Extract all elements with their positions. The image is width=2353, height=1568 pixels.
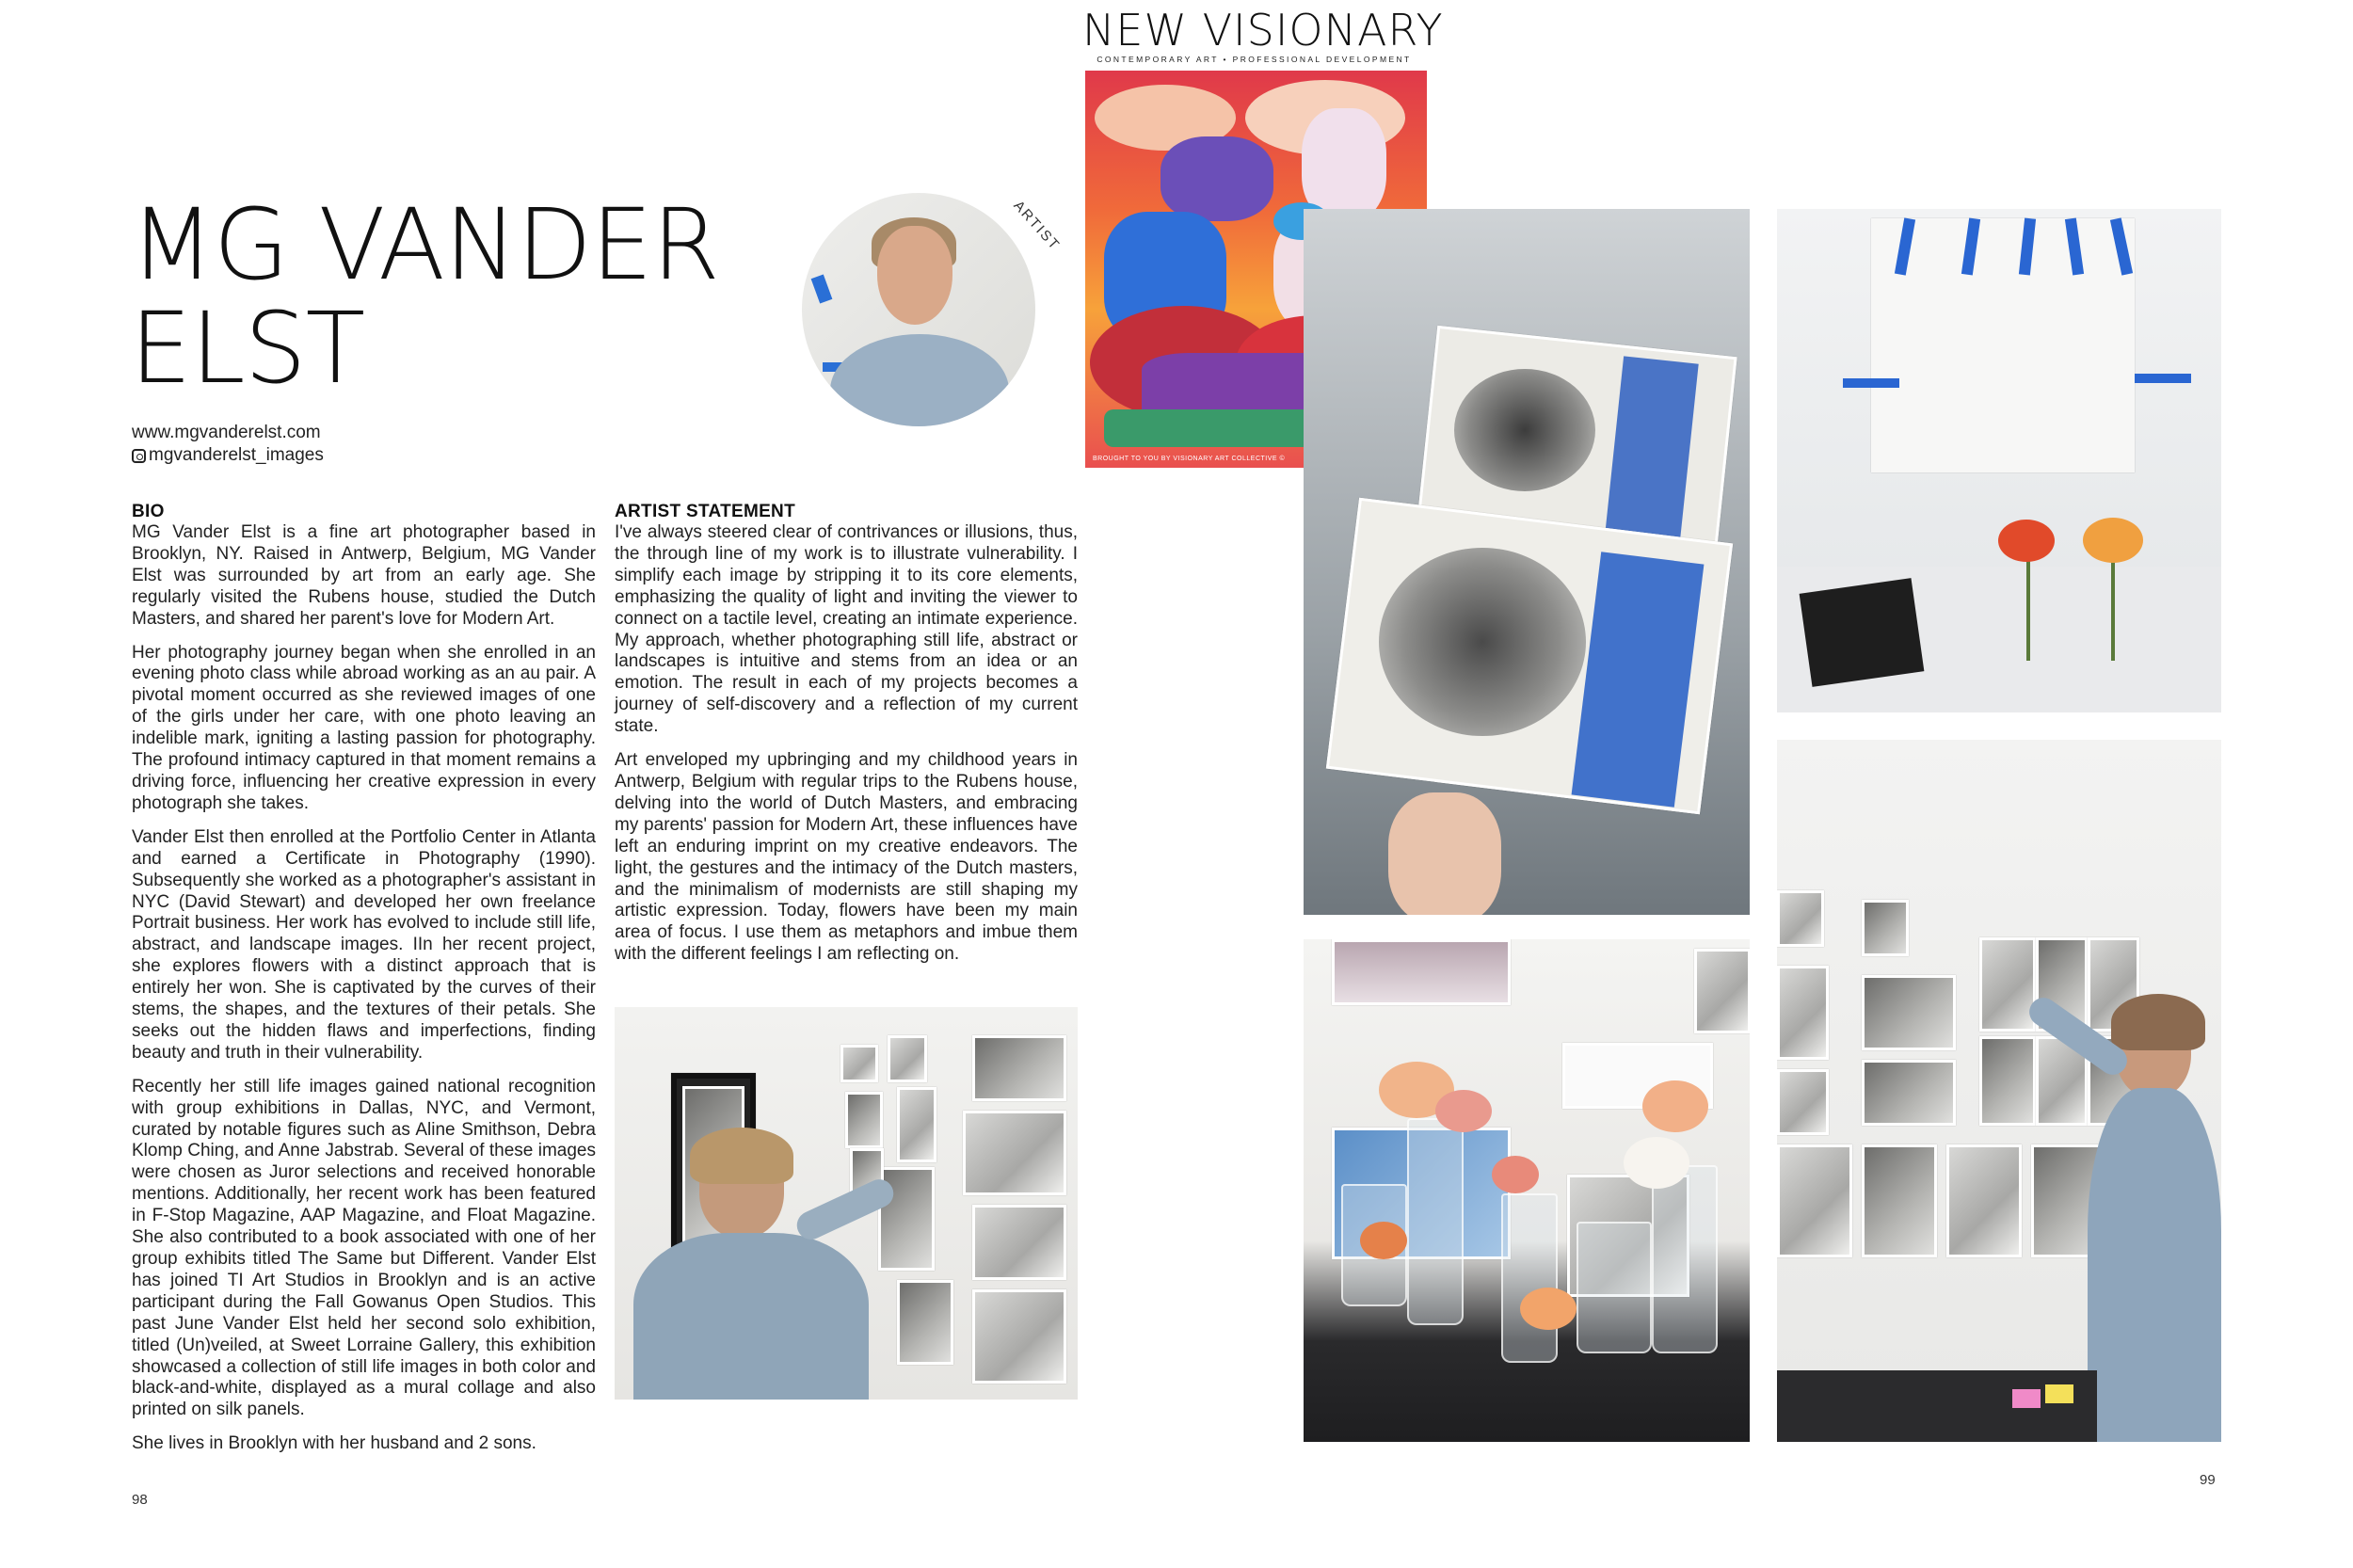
bio-paragraph: Vander Elst then enrolled at the Portfolio Center in Atlanta and earned a Certificate in Photography (1990). Subsequently she worked as a photographer's assistant in NYC (David Stewart) and developed her own freelance Portrait business. Her work has evolved to include still life, abstract, and landscape images. IIn her recent project, she explores flowers with a distinct approach that is entirely her won. She is captivated by the curves of their stems, the shapes, and the textures of their petals. She seeks out the hidden flaws and imperfections, finding beauty and truth in their vulnerability. <box>132 826 596 1063</box>
page-number-left: 98 <box>132 1492 148 1508</box>
flowers-in-vases-photo <box>1304 939 1750 1442</box>
instagram-link[interactable] <box>132 444 324 467</box>
studio-photo <box>615 1007 1078 1400</box>
magazine-masthead <box>1082 4 1444 64</box>
cover-credit: BROUGHT TO YOU BY VISIONARY ART COLLECTIVE © <box>1093 456 1286 462</box>
bio-paragraph: MG Vander Elst is a fine art photographer based in Brooklyn, NY. Raised in Antwerp, Belgium, MG Vander Elst was surrounded by art from an early age. She regularly visited the Rubens house, studied the Dutch Masters, and shared her parent's love for Modern Art. <box>132 522 596 629</box>
poppies-wall-photo <box>1777 209 2221 712</box>
statement-heading: ARTIST STATEMENT <box>615 502 795 521</box>
bio-paragraph: She lives in Brooklyn with her husband and 2 sons. <box>132 1433 536 1454</box>
flower-prints-photo <box>1304 209 1750 915</box>
instagram-icon <box>132 449 146 463</box>
bio-section <box>132 502 596 1467</box>
artist-name-line1: MG VANDER <box>130 187 719 302</box>
statement-paragraph: Art enveloped my upbringing and my childhood years in Antwerp, Belgium with regular trips to the Rubens house, delving into the world of Dutch Masters, and embracing my parents' passion for Modern Art, these influences have left an enduring imprint on my creative endeavors. The light, the gestures and the intimacy of the Dutch masters, and the minimalism of modernists are still shaping my artistic expression. Today, flowers have been my main area of focus. I use them as metaphors and imbue them with the different feelings I am reflecting on. <box>615 750 1078 965</box>
bio-heading: BIO <box>132 502 165 521</box>
bio-paragraph: Her photography journey began when she enrolled in an evening photo class while abroad working as an au pair. A pivotal moment occurred as she reviewed images of one of the girls under her care, with one photo leaving an indelible mark, igniting a lasting passion for photography. The profound intimacy captured in that moment remains a driving force, influencing her creative expression in every photograph she takes. <box>132 642 596 813</box>
magazine-title: NEW VISIONARY <box>1082 5 1444 56</box>
artist-name <box>130 187 742 406</box>
website-link[interactable]: www.mgvanderelst.com <box>132 423 321 442</box>
artist-portrait <box>802 193 1035 426</box>
instagram-handle: mgvanderelst_images <box>149 445 324 465</box>
magazine-tagline: CONTEMPORARY ART • PROFESSIONAL DEVELOPMENT <box>1096 55 1412 64</box>
artist-statement-section <box>615 502 1078 978</box>
page-number-right: 99 <box>2200 1472 2216 1488</box>
bio-paragraph: Recently her still life images gained national recognition with group exhibitions in Dallas, NYC, and Vermont, curated by notable figures such as Aline Smithson, Debra Klomp Ching, and Anne Jabstrab. Several of these images were chosen as Juror selections and received honorable mentions. Additionally, her recent work has been featured in F-Stop Magazine, AAP Magazine, and Float Magazine. She also contributed to a book associated with one of her group exhibits titled The Same but Different. Vander Elst has joined TI Art Studios in Brooklyn and is an active participant during the Fall Gowanus Open Studios. This past June Vander Elst held her second solo exhibition, titled (Un)veiled, at Sweet Lorraine Gallery, this exhibition showcased a collection of still life images in both color and black-and-white, displayed as a mural collage and also printed on silk panels. <box>132 1076 596 1420</box>
artist-links <box>132 422 324 470</box>
artist-name-line2: ELST <box>130 291 365 406</box>
statement-paragraph: I've always steered clear of contrivances or illusions, thus, the through line of my work is to illustrate vulnerability. I simplify each image by stripping it to its core elements, emphasizing the quality of light and inviting the viewer to connect on a tactile level, creating an intimate experience. My approach, whether photographing still life, abstract or landscapes is intuitive and stems from an idea or an emotion. The result in each of my projects becomes a journey of self-discovery and a reflection of my current state. <box>615 522 1078 737</box>
artist-tag: ARTIST <box>1010 198 1064 254</box>
collage-wall-photo <box>1777 740 2221 1442</box>
